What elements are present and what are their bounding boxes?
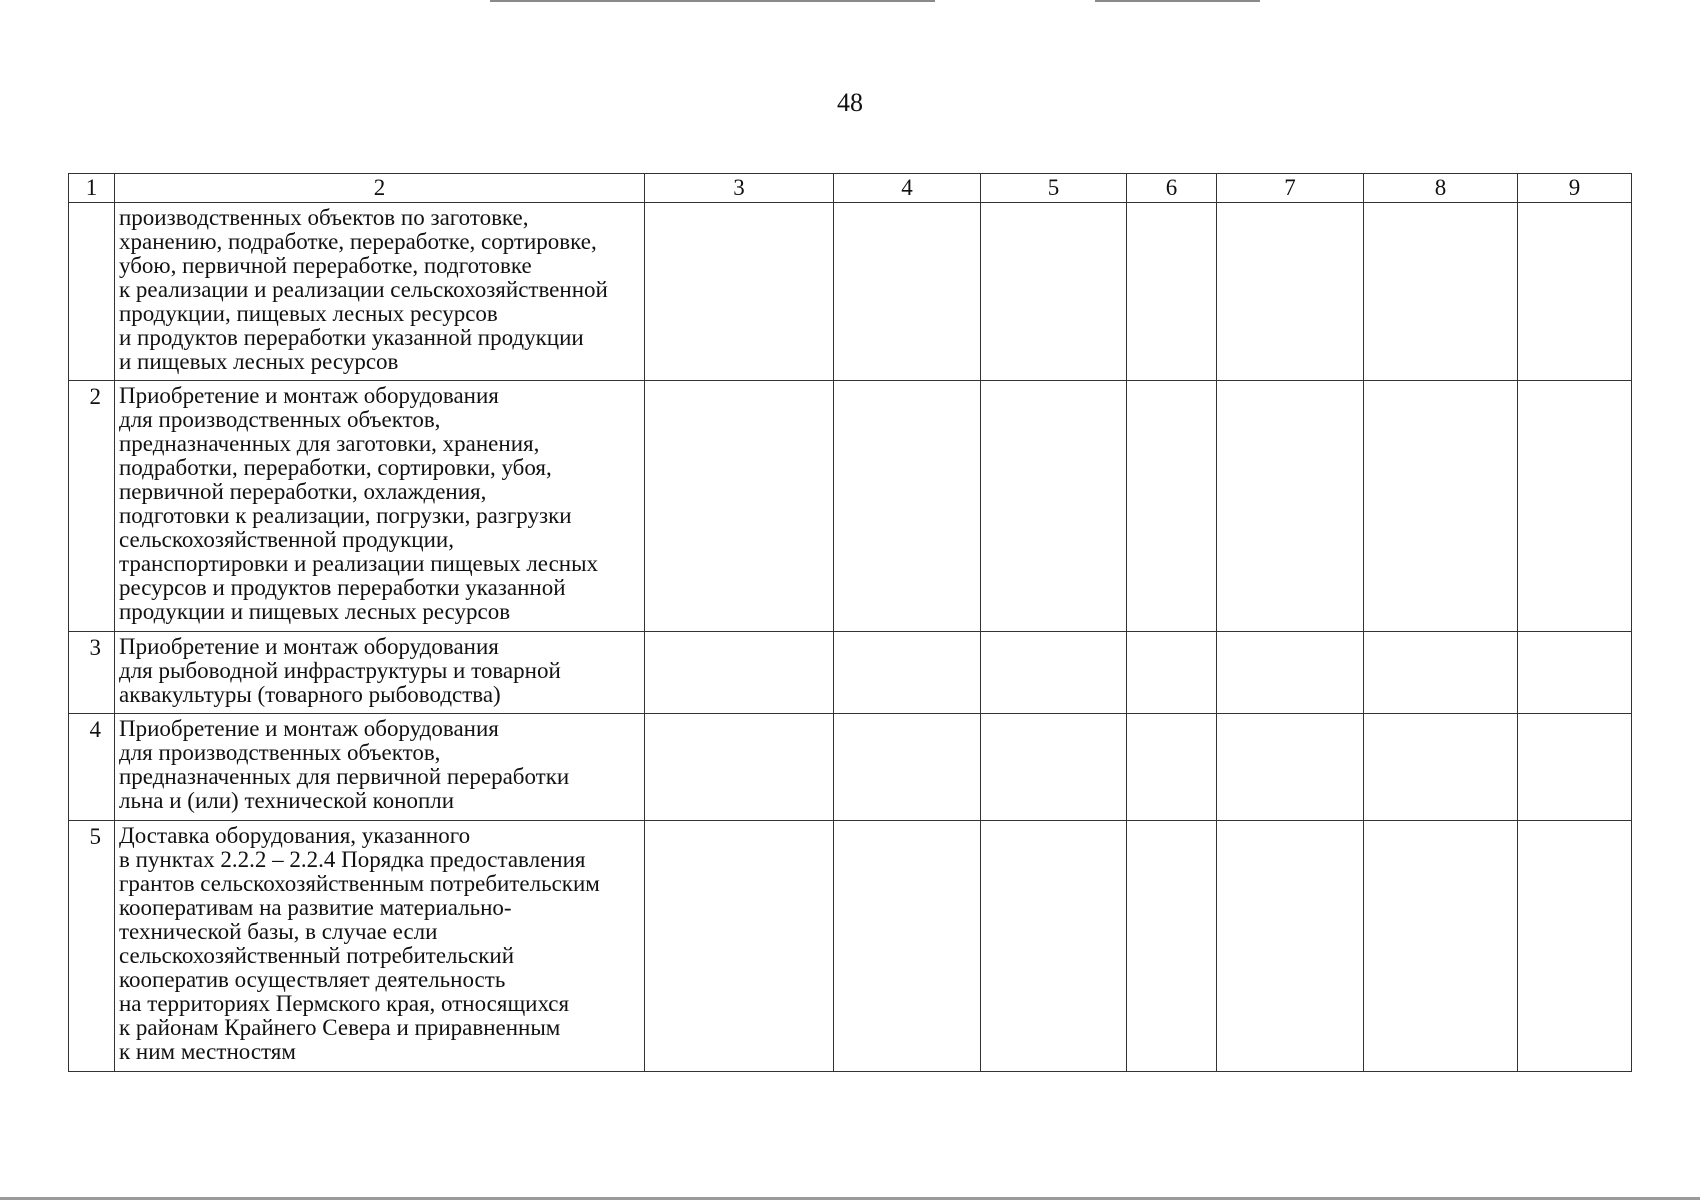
row-description: [115, 632, 645, 714]
column-header-5: 5: [981, 174, 1127, 203]
empty-cell: [1217, 821, 1364, 1072]
empty-cell: [834, 203, 981, 381]
empty-cell: [1518, 821, 1632, 1072]
description-line: убою, первичной переработке, подготовке: [119, 253, 532, 278]
column-header-9: 9: [1518, 174, 1632, 203]
table-row: [69, 821, 1632, 1072]
empty-cell: [1127, 714, 1217, 821]
empty-cell: [1518, 203, 1632, 381]
table-row: [69, 632, 1632, 714]
empty-cell: [1217, 203, 1364, 381]
empty-cell: [1127, 821, 1217, 1072]
empty-cell: [1364, 203, 1518, 381]
document-table: [68, 173, 1632, 1072]
description-line: транспортировки и реализации пищевых лесных: [119, 551, 599, 576]
table-row: [69, 203, 1632, 381]
description-line: Приобретение и монтаж оборудования: [119, 634, 499, 659]
table-row: [69, 381, 1632, 632]
column-header-2: 2: [115, 174, 645, 203]
table-header-row: [69, 174, 1632, 203]
description-line: сельскохозяйственный потребительский: [119, 943, 515, 968]
description-line: льна и (или) технической конопли: [119, 788, 455, 813]
empty-cell: [981, 632, 1127, 714]
description-line: к ним местностям: [119, 1039, 296, 1064]
description-line: ресурсов и продуктов переработки указанной: [119, 575, 566, 600]
column-header-8: 8: [1364, 174, 1518, 203]
row-description: [115, 381, 645, 632]
table-row: [69, 714, 1632, 821]
description-line: аквакультуры (товарного рыбоводства): [119, 682, 501, 707]
description-line: хранению, подработке, переработке, сортировке,: [119, 229, 597, 254]
description-line: и пищевых лесных ресурсов: [119, 349, 399, 374]
description-line: для производственных объектов,: [119, 407, 441, 432]
empty-cell: [834, 632, 981, 714]
empty-cell: [981, 821, 1127, 1072]
empty-cell: [1364, 381, 1518, 632]
description-line: технической базы, в случае если: [119, 919, 438, 944]
column-header-1: 1: [69, 174, 115, 203]
description-line: продукции, пищевых лесных ресурсов: [119, 301, 498, 326]
row-description: [115, 203, 645, 381]
empty-cell: [1127, 203, 1217, 381]
empty-cell: [645, 381, 834, 632]
description-line: Доставка оборудования, указанного: [119, 823, 471, 848]
empty-cell: [1518, 632, 1632, 714]
description-line: продукции и пищевых лесных ресурсов: [119, 599, 511, 624]
empty-cell: [1217, 714, 1364, 821]
description-line: Приобретение и монтаж оборудования: [119, 383, 499, 408]
description-line: для рыбоводной инфраструктуры и товарной: [119, 658, 561, 683]
column-header-3: 3: [645, 174, 834, 203]
row-number: 5: [69, 821, 115, 1072]
empty-cell: [834, 714, 981, 821]
scan-edge-top-right: [1095, 0, 1260, 2]
empty-cell: [1127, 632, 1217, 714]
empty-cell: [1217, 381, 1364, 632]
empty-cell: [645, 203, 834, 381]
scan-edge-top-left: [490, 0, 935, 2]
description-line: предназначенных для заготовки, хранения,: [119, 431, 540, 456]
column-header-7: 7: [1217, 174, 1364, 203]
description-line: кооперативам на развитие материально-: [119, 895, 512, 920]
description-line: к реализации и реализации сельскохозяйственной: [119, 277, 608, 302]
description-line: грантов сельскохозяйственным потребительским: [119, 871, 600, 896]
row-description: [115, 714, 645, 821]
description-line: в пунктах 2.2.2 – 2.2.4 Порядка предоставления: [119, 847, 586, 872]
empty-cell: [1518, 381, 1632, 632]
description-line: первичной переработки, охлаждения,: [119, 479, 487, 504]
row-number: [69, 203, 115, 381]
row-number: 2: [69, 381, 115, 632]
empty-cell: [645, 632, 834, 714]
row-description: [115, 821, 645, 1072]
empty-cell: [981, 714, 1127, 821]
description-line: кооператив осуществляет деятельность: [119, 967, 506, 992]
description-line: Приобретение и монтаж оборудования: [119, 716, 499, 741]
empty-cell: [645, 821, 834, 1072]
empty-cell: [1364, 821, 1518, 1072]
column-header-4: 4: [834, 174, 981, 203]
description-line: подготовки к реализации, погрузки, разгрузки: [119, 503, 572, 528]
description-line: и продуктов переработки указанной продукции: [119, 325, 584, 350]
empty-cell: [1127, 381, 1217, 632]
row-number: 4: [69, 714, 115, 821]
page-number: 48: [837, 88, 863, 117]
row-number: 3: [69, 632, 115, 714]
description-line: к районам Крайнего Севера и приравненным: [119, 1015, 561, 1040]
description-line: на территориях Пермского края, относящихся: [119, 991, 570, 1016]
empty-cell: [981, 203, 1127, 381]
description-line: сельскохозяйственной продукции,: [119, 527, 454, 552]
empty-cell: [834, 381, 981, 632]
description-line: предназначенных для первичной переработки: [119, 764, 570, 789]
empty-cell: [1518, 714, 1632, 821]
empty-cell: [834, 821, 981, 1072]
empty-cell: [981, 381, 1127, 632]
empty-cell: [1217, 632, 1364, 714]
empty-cell: [1364, 714, 1518, 821]
empty-cell: [645, 714, 834, 821]
description-line: для производственных объектов,: [119, 740, 441, 765]
empty-cell: [1364, 632, 1518, 714]
column-header-6: 6: [1127, 174, 1217, 203]
description-line: производственных объектов по заготовке,: [119, 205, 529, 230]
description-line: подработки, переработки, сортировки, убоя,: [119, 455, 552, 480]
